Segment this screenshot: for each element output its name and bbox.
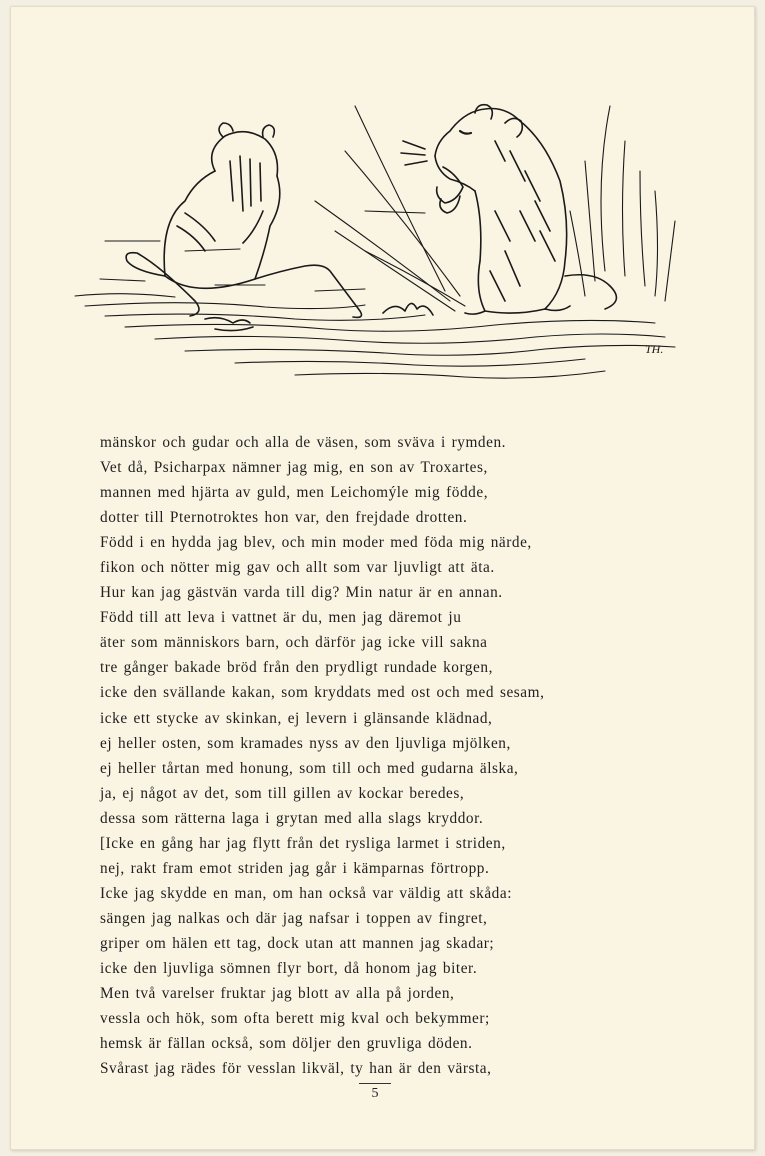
verse-line: ej heller tårtan med honung, som till och med gudarna älska, <box>100 759 519 777</box>
verse-line: Hur kan jag gästvän varda till dig? Min natur är en annan. <box>100 584 503 602</box>
verse-line: mannen med hjärta av guld, men Leichomýle mig födde, <box>100 484 489 502</box>
poem-text <box>100 430 660 1081</box>
verse-line: Svårast jag rädes för vesslan likväl, ty han är den värsta, <box>100 1060 492 1078</box>
verse-line: äter som människors barn, och därför jag icke vill sakna <box>100 634 488 652</box>
mouse-icon <box>401 105 616 314</box>
verse-line: hemsk är fällan också, som döljer den gruvliga döden. <box>100 1035 473 1053</box>
verse-line: icke den ljuvliga sömnen flyr bort, då honom jag biter. <box>100 959 478 977</box>
verse-line: [Icke en gång har jag flytt från det rysliga larmet i striden, <box>100 834 506 852</box>
verse-line: griper om hälen ett tag, dock utan att mannen jag skadar; <box>100 934 495 952</box>
verse-line: nej, rakt fram emot striden jag går i kämparnas förtropp. <box>100 859 490 877</box>
verse-line: mänskor och gudar och alla de väsen, som sväva i rymden. <box>100 434 507 451</box>
verse-line: dessa som rätterna laga i grytan med alla slags kryddor. <box>100 809 484 827</box>
verse-line: Men två varelser fruktar jag blott av alla på jorden, <box>100 985 455 1003</box>
frog-and-mouse-illustration <box>65 101 695 391</box>
folio-rule <box>359 1083 391 1084</box>
verse-line: ej heller osten, som kramades nyss av den ljuvliga mjölken, <box>100 734 511 752</box>
book-page <box>10 6 755 1150</box>
verse-line: fikon och nötter mig gav och allt som var ljuvligt att äta. <box>100 559 495 577</box>
verse-line: tre gånger bakade bröd från den prydligt rundade korgen, <box>100 659 493 677</box>
verse-line: Vet då, Psicharpax nämner jag mig, en son av Troxartes, <box>100 459 488 477</box>
verse-line: vessla och hök, som ofta berett mig kval och bekymmer; <box>100 1010 490 1028</box>
verse-line: sängen jag nalkas och där jag nafsar i toppen av fingret, <box>100 909 488 927</box>
artist-signature: TH. <box>645 342 664 356</box>
frog-icon <box>126 123 433 331</box>
verse-line: dotter till Pternotroktes hon var, den frejdade drotten. <box>100 509 468 527</box>
page-number: 5 <box>371 1086 379 1101</box>
verse-line: Icke jag skydde en man, om han också var väldig att skåda: <box>100 884 513 902</box>
verse-line: icke den svällande kakan, som kryddats med ost och med sesam, <box>100 684 545 702</box>
verse-line: Född till att leva i vattnet är du, men jag däremot ju <box>100 609 462 627</box>
verse-line: Född i en hydda jag blev, och min moder med föda mig närde, <box>100 534 532 552</box>
verse-line: icke ett stycke av skinkan, ej levern i glänsande klädnad, <box>100 709 493 727</box>
verse-line: ja, ej något av det, som till gillen av kockar beredes, <box>100 784 465 802</box>
